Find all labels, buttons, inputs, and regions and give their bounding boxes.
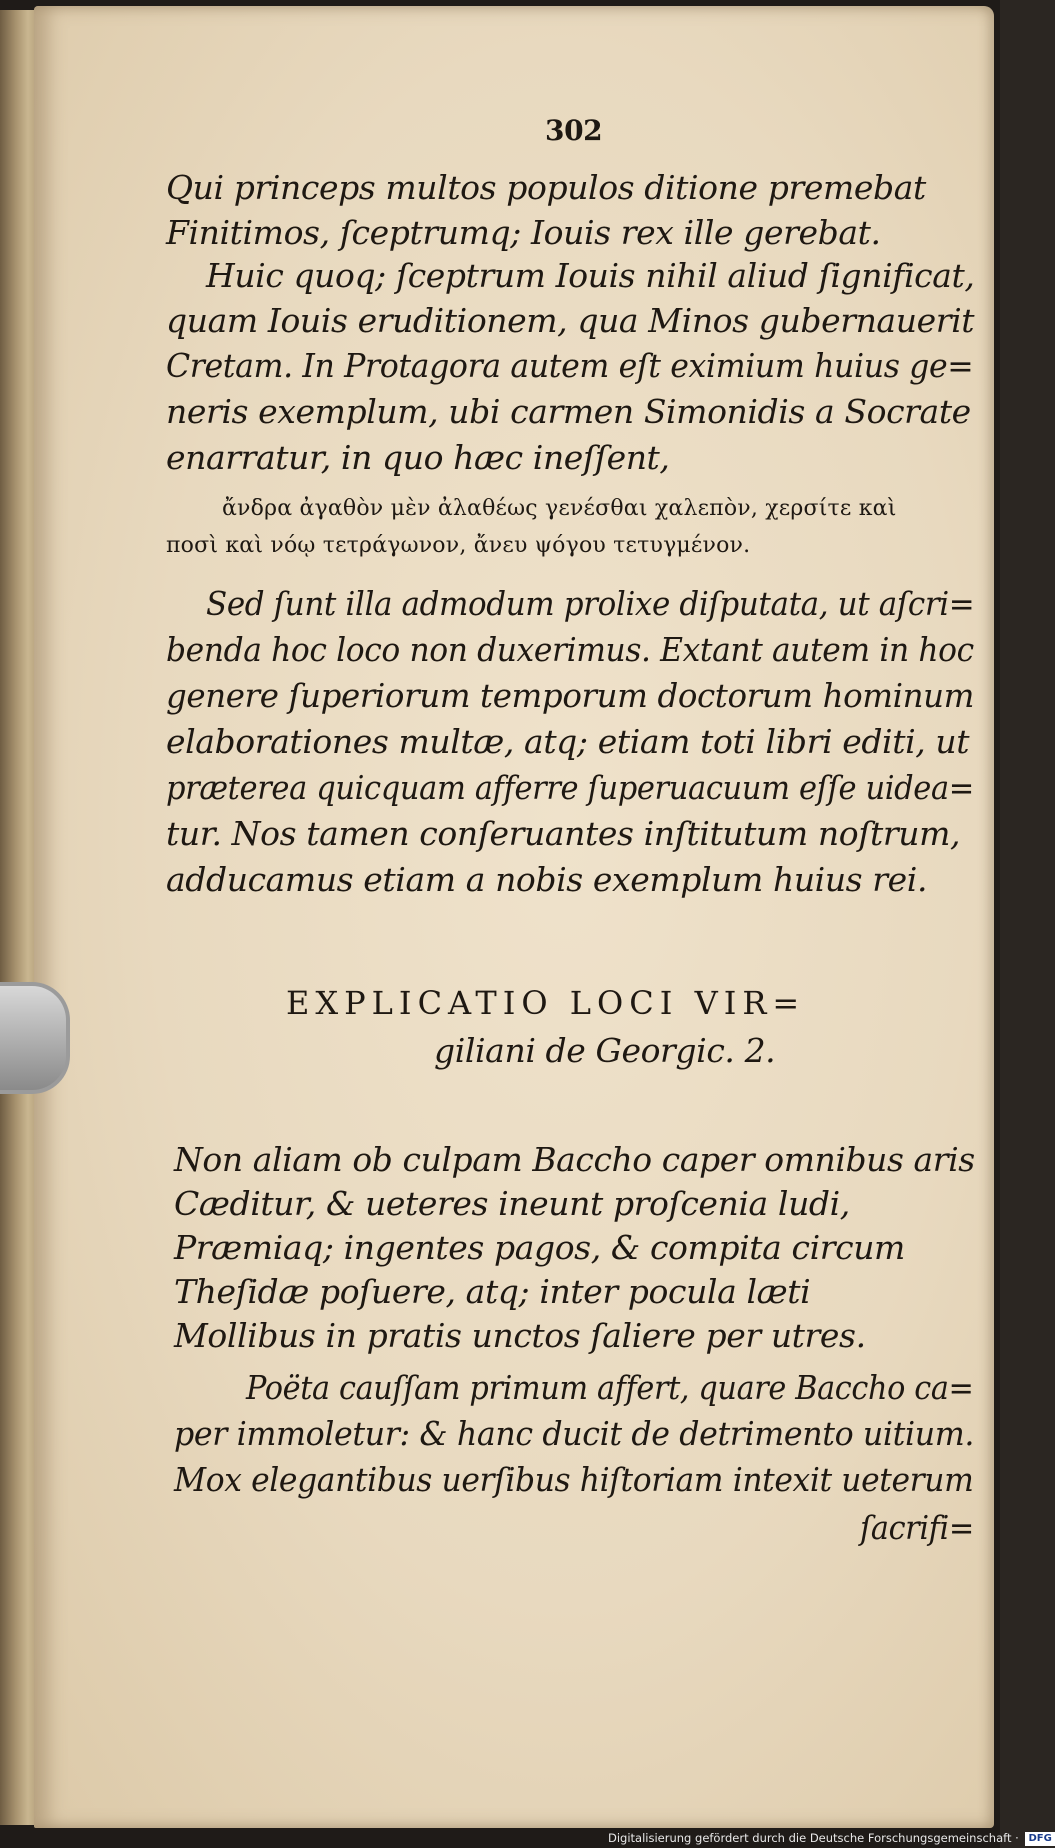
text-line-after-3: Mox elegantibus uerſibus hiſtoriam intexit ueterum [174, 1460, 974, 1499]
text-line-after-2: per immoletur: & hanc ducit de detrimento uitium. [174, 1414, 975, 1453]
text-line-11: benda hoc loco non duxerimus. Extant autem in hoc [166, 630, 974, 669]
text-line-2: Finitimos, ſceptrumq; Iouis rex ille gerebat. [166, 213, 881, 252]
footer-text: Digitalisierung gefördert durch die Deutsche Forschungsgemeinschaft · [608, 1831, 1019, 1845]
verse-line-5: Mollibus in pratis unctos ſaliere per utres. [174, 1316, 866, 1355]
verse-line-2: Cæditur, & ueteres ineunt proſcenia ludi, [174, 1184, 850, 1223]
text-line-13: elaborationes multæ, atq; etiam toti libri editi, ut [166, 722, 970, 761]
text-line-5: Cretam. In Protagora autem eſt eximium huius ge= [166, 346, 974, 385]
dfg-logo: DFG [1025, 1832, 1054, 1846]
verse-line-3: Præmiaq; ingentes pagos, & compita circum [174, 1228, 905, 1267]
text-line-7: enarratur, in quo hæc ineſſent, [166, 438, 670, 477]
verse-line-1: Non aliam ob culpam Baccho caper omnibus aris [174, 1140, 975, 1179]
greek-line-1: ἄνδρα ἀγαθὸν μὲν ἀλαθέως γενέσθαι χαλεπὸν, χερσίτε καὶ [222, 496, 897, 521]
digitization-footer [608, 1829, 1052, 1848]
text-line-3: Huic quoq; ſceptrum Iouis nihil aliud ſignificat, [206, 256, 975, 295]
verse-line-4: Theſidæ poſuere, atq; inter pocula læti [174, 1272, 811, 1311]
text-line-1: Qui princeps multos populos ditione premebat [166, 168, 926, 207]
page-clip [0, 982, 70, 1094]
section-heading: EXPLICATIO LOCI VIR= [286, 984, 806, 1022]
text-line-10: Sed ſunt illa admodum prolixe diſputata, ut aſcri= [206, 584, 975, 623]
section-heading-cont: giliani de Georgic. 2. [434, 1031, 776, 1070]
page-number: 302 [545, 114, 603, 147]
text-line-4: quam Iouis eruditionem, qua Minos gubernauerit [166, 301, 975, 340]
text-line-14: præterea quicquam afferre ſuperuacuum eſſe uidea= [166, 768, 974, 807]
text-line-after-1: Poëta cauſſam primum affert, quare Baccho ca= [246, 1368, 974, 1407]
text-line-16: adducamus etiam a nobis exemplum huius rei. [166, 860, 928, 899]
book-page [34, 6, 994, 1828]
text-line-6: neris exemplum, ubi carmen Simonidis a Socrate [166, 392, 971, 431]
text-line-15: tur. Nos tamen conſeruantes inſtitutum noſtrum, [166, 814, 961, 853]
text-line-12: genere ſuperiorum temporum doctorum hominum [166, 676, 975, 715]
catchword: ſacrifi= [860, 1508, 974, 1547]
greek-line-2: ποσὶ καὶ νόῳ τετράγωνον, ἄνευ ψόγου τετυγμένον. [166, 533, 751, 558]
